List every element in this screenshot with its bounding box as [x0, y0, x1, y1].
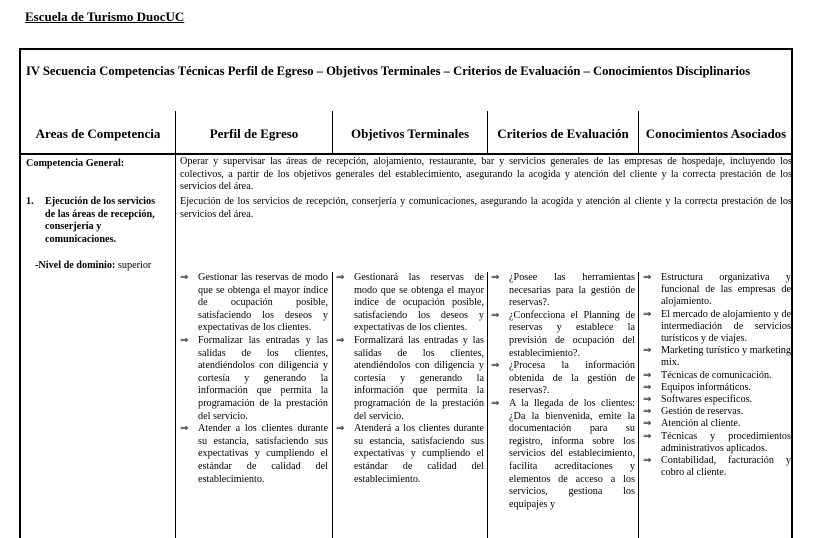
nivel-dominio — [35, 260, 151, 273]
header-areas-competencia: Areas de Competencia — [35, 126, 161, 141]
list-item: ⇒ Marketing turístico y marketing mix. — [642, 345, 791, 369]
list-item: ⇒ El mercado de alojamiento y de intermediación de servicios turísticos y de viajes. — [642, 309, 791, 346]
list-item: ⇒ ¿Procesa la información obtenida de la gestión de reservas?. — [490, 360, 635, 398]
competencies-table — [19, 48, 793, 538]
competencia-1-number: 1. — [26, 196, 34, 207]
list-item: ⇒ ¿Confecciona el Planning de reservas y establece la previsión de ocupación del establecimiento?. — [490, 310, 635, 360]
list-item: ⇒ Equipos informáticos. — [642, 382, 791, 394]
list-item: ⇒ Softwares específicos. — [642, 394, 791, 406]
header-rule — [21, 153, 791, 155]
table-title: IV Secuencia Competencias Técnicas Perfil de Egreso – Objetivos Terminales – Criterios de Evaluación – Conocimientos Disciplinarios — [26, 64, 751, 78]
competencia-1-text: Ejecución de los servicios de recepción, conserjería y comunicaciones, asegurando la acogida y atención al cliente y la correcta prestación de los servicios del área. — [180, 196, 792, 220]
header-conocimientos-asociados: Conocimientos Asociados — [645, 126, 787, 141]
column-divider — [332, 272, 333, 538]
header-objetivos-terminales: Objetivos Terminales — [350, 126, 470, 141]
list-item: ⇒ Atender a los clientes durante su estancia, satisfaciendo sus expectativas y cumpliendo el estándar de calidad del establecimiento. — [179, 423, 328, 486]
list-item: ⇒ ¿Posee las herramientas necesarias para la gestión de reservas?. — [490, 272, 635, 310]
list-item: ⇒ A la llegada de los clientes: ¿Da la bienvenida, emite la documentación para su registro, informa sobre los servicios del establecimiento, facilita acreditaciones y elementos de acceso a los servicios, gestiona los equipajes y — [490, 398, 635, 511]
competencia-1-title: Ejecución de los servicios de las áreas de recepción, conserjería y comunicaciones. — [45, 196, 156, 245]
nivel-dominio-value: superior — [117, 260, 152, 271]
column-divider — [487, 272, 488, 538]
conocimientos-asociados-list — [642, 272, 791, 479]
column-divider — [638, 272, 639, 538]
column-divider — [175, 111, 176, 538]
header-criterios-evaluacion: Criterios de Evaluación — [497, 126, 629, 141]
perfil-egreso-list — [179, 272, 328, 486]
list-item: ⇒ Gestión de reservas. — [642, 406, 791, 418]
list-item: ⇒ Estructura organizativa y funcional de las empresas de alojamiento. — [642, 272, 791, 309]
list-item: ⇒ Gestionar las reservas de modo que se obtenga el mayor índice de ocupación posible, satisfaciendo los deseos y expectativas de los clientes. — [179, 272, 328, 335]
list-item: ⇒ Atenderá a los clientes durante su estancia, satisfaciendo sus expectativas y cumpliendo el estándar de calidad del establecimiento. — [335, 423, 484, 486]
objetivos-terminales-list — [335, 272, 484, 486]
list-item: ⇒ Técnicas y procedimientos administrativos aplicados. — [642, 431, 791, 455]
list-item: ⇒ Contabilidad, facturación y cobro al cliente. — [642, 455, 791, 479]
nivel-dominio-label: -Nivel de dominio: — [35, 260, 116, 271]
list-item: ⇒ Formalizará las entradas y las salidas de los clientes, atendiéndolos con diligencia y cortesía y generando la información que permita la programación de la prestación del servicio. — [335, 335, 484, 423]
list-item: ⇒ Formalizar las entradas y las salidas de los clientes, atendiéndolos con diligencia y cortesía y generando la información que permita la programación de la prestación del servicio. — [179, 335, 328, 423]
list-item: ⇒ Gestionará las reservas de modo que se obtenga el mayor índice de ocupación posible, satisfaciendo los deseos y expectativas de los clientes. — [335, 272, 484, 335]
criterios-evaluacion-list — [490, 272, 635, 511]
list-item: ⇒ Técnicas de comunicación. — [642, 370, 791, 382]
list-item: ⇒ Atención al cliente. — [642, 418, 791, 430]
competencia-general-text: Operar y supervisar las áreas de recepción, alojamiento, restaurante, bar y servicios generales de las empresas de hospedaje, incluyendo los colectivos, a partir de los objetivos generales del establecimiento, asegurando la acogida y atención del cliente y la correcta prestación de los servicios del área. — [180, 156, 792, 193]
header-perfil-egreso: Perfil de Egreso — [209, 126, 299, 141]
competencia-general-label: Competencia General: — [26, 158, 125, 169]
school-name: Escuela de Turismo DuocUC — [25, 9, 185, 24]
